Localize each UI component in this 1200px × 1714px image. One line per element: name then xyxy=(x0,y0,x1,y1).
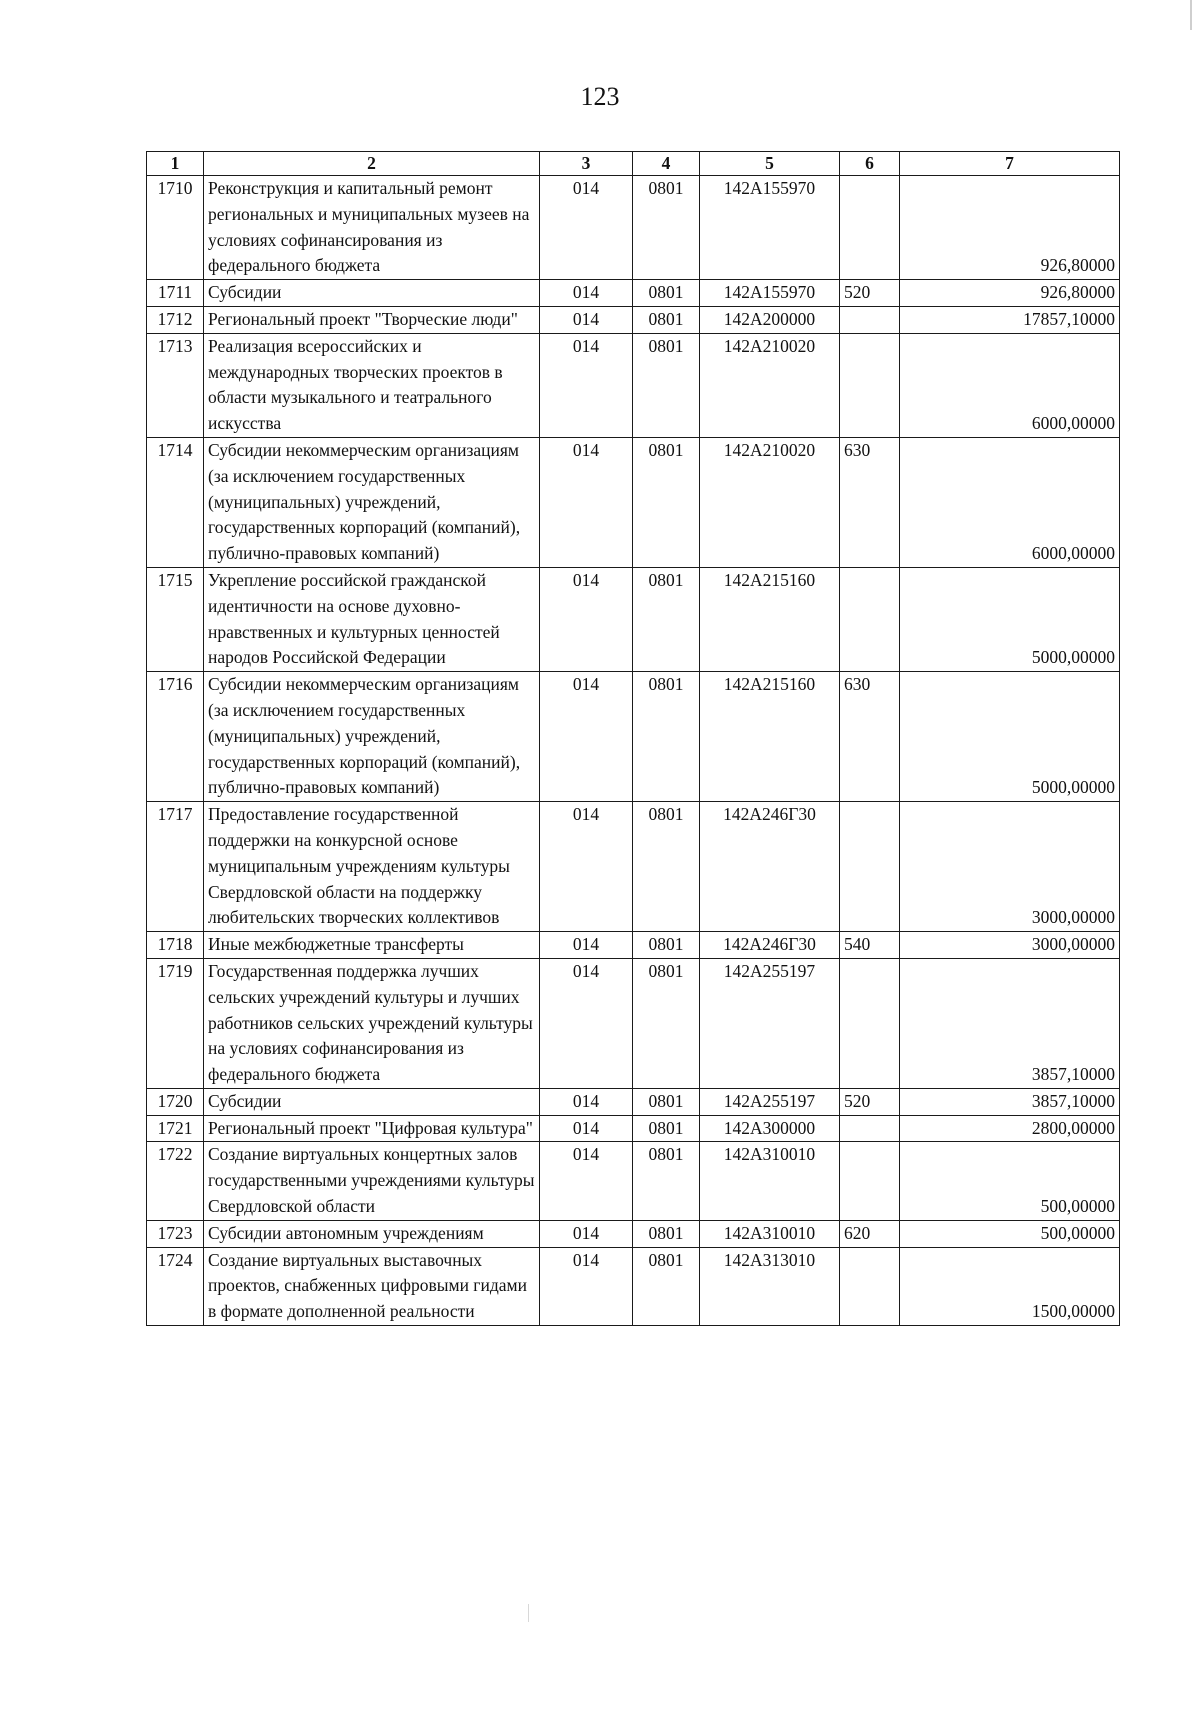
table-row xyxy=(147,1220,1120,1247)
row-target-article: 142A246Г30 xyxy=(700,932,840,959)
row-expense-type xyxy=(840,176,900,280)
table-row xyxy=(147,437,1120,567)
row-expense-type: 620 xyxy=(840,1220,900,1247)
row-number: 1716 xyxy=(147,672,204,802)
row-admin-code: 014 xyxy=(540,306,633,333)
row-expense-type xyxy=(840,306,900,333)
page-number: 123 xyxy=(580,82,620,111)
row-amount: 5000,00000 xyxy=(900,672,1120,802)
row-target-article: 142A215160 xyxy=(700,567,840,671)
row-amount: 17857,10000 xyxy=(900,306,1120,333)
table-row xyxy=(147,958,1120,1088)
header-col-6: 6 xyxy=(840,152,900,176)
row-section-code: 0801 xyxy=(633,958,700,1088)
row-name: Субсидии автономным учреждениям xyxy=(204,1220,540,1247)
row-amount: 3000,00000 xyxy=(900,802,1120,932)
row-admin-code: 014 xyxy=(540,802,633,932)
row-number: 1714 xyxy=(147,437,204,567)
row-amount: 926,80000 xyxy=(900,280,1120,307)
row-section-code: 0801 xyxy=(633,1247,700,1325)
row-number: 1720 xyxy=(147,1088,204,1115)
table-row xyxy=(147,280,1120,307)
row-name: Иные межбюджетные трансферты xyxy=(204,932,540,959)
table-row xyxy=(147,672,1120,802)
row-name: Субсидии xyxy=(204,1088,540,1115)
row-section-code: 0801 xyxy=(633,333,700,437)
table-row xyxy=(147,802,1120,932)
row-number: 1713 xyxy=(147,333,204,437)
header-row xyxy=(147,152,1120,176)
row-target-article: 142A255197 xyxy=(700,958,840,1088)
row-amount: 926,80000 xyxy=(900,176,1120,280)
row-name: Региональный проект "Цифровая культура" xyxy=(204,1115,540,1142)
row-section-code: 0801 xyxy=(633,567,700,671)
header-col-5: 5 xyxy=(700,152,840,176)
table-row xyxy=(147,333,1120,437)
row-section-code: 0801 xyxy=(633,306,700,333)
row-admin-code: 014 xyxy=(540,672,633,802)
header-col-3: 3 xyxy=(540,152,633,176)
table-row xyxy=(147,306,1120,333)
row-name: Субсидии xyxy=(204,280,540,307)
row-admin-code: 014 xyxy=(540,1142,633,1220)
row-target-article: 142A310010 xyxy=(700,1220,840,1247)
row-section-code: 0801 xyxy=(633,932,700,959)
row-section-code: 0801 xyxy=(633,802,700,932)
row-number: 1723 xyxy=(147,1220,204,1247)
table-row xyxy=(147,567,1120,671)
row-admin-code: 014 xyxy=(540,176,633,280)
row-target-article: 142A246Г30 xyxy=(700,802,840,932)
row-admin-code: 014 xyxy=(540,1088,633,1115)
row-expense-type xyxy=(840,1115,900,1142)
row-number: 1712 xyxy=(147,306,204,333)
row-expense-type: 540 xyxy=(840,932,900,959)
row-amount: 5000,00000 xyxy=(900,567,1120,671)
header-col-7: 7 xyxy=(900,152,1120,176)
row-admin-code: 014 xyxy=(540,958,633,1088)
row-name: Укрепление российской гражданской идентичности на основе духовно-нравственных и культурных ценностей народов Российской Федерации xyxy=(204,567,540,671)
row-target-article: 142A215160 xyxy=(700,672,840,802)
row-admin-code: 014 xyxy=(540,932,633,959)
row-amount: 500,00000 xyxy=(900,1220,1120,1247)
row-target-article: 142A255197 xyxy=(700,1088,840,1115)
row-number: 1717 xyxy=(147,802,204,932)
row-section-code: 0801 xyxy=(633,1142,700,1220)
row-admin-code: 014 xyxy=(540,567,633,671)
row-number: 1724 xyxy=(147,1247,204,1325)
row-name: Реализация всероссийских и международных творческих проектов в области музыкального и театрального искусства xyxy=(204,333,540,437)
row-number: 1718 xyxy=(147,932,204,959)
row-section-code: 0801 xyxy=(633,280,700,307)
row-expense-type: 630 xyxy=(840,437,900,567)
table-row xyxy=(147,1142,1120,1220)
row-name: Региональный проект "Творческие люди" xyxy=(204,306,540,333)
table-row xyxy=(147,1088,1120,1115)
row-name: Субсидии некоммерческим организациям (за исключением государственных (муниципальных) учреждений, государственных корпораций (компаний), публично-правовых компаний) xyxy=(204,437,540,567)
row-admin-code: 014 xyxy=(540,1115,633,1142)
row-number: 1722 xyxy=(147,1142,204,1220)
table-row xyxy=(147,1247,1120,1325)
row-amount: 6000,00000 xyxy=(900,333,1120,437)
row-admin-code: 014 xyxy=(540,333,633,437)
row-target-article: 142A210020 xyxy=(700,437,840,567)
row-number: 1715 xyxy=(147,567,204,671)
row-number: 1710 xyxy=(147,176,204,280)
row-expense-type xyxy=(840,1142,900,1220)
row-amount: 3857,10000 xyxy=(900,958,1120,1088)
scan-edge-mark xyxy=(1190,0,1192,30)
row-section-code: 0801 xyxy=(633,1220,700,1247)
row-section-code: 0801 xyxy=(633,437,700,567)
row-target-article: 142A155970 xyxy=(700,280,840,307)
row-section-code: 0801 xyxy=(633,672,700,802)
row-admin-code: 014 xyxy=(540,437,633,567)
row-amount: 2800,00000 xyxy=(900,1115,1120,1142)
row-target-article: 142A200000 xyxy=(700,306,840,333)
row-section-code: 0801 xyxy=(633,176,700,280)
row-name: Создание виртуальных выставочных проектов, снабженных цифровыми гидами в формате дополненной реальности xyxy=(204,1247,540,1325)
row-target-article: 142A300000 xyxy=(700,1115,840,1142)
row-amount: 1500,00000 xyxy=(900,1247,1120,1325)
table-row xyxy=(147,932,1120,959)
row-expense-type: 630 xyxy=(840,672,900,802)
row-expense-type xyxy=(840,802,900,932)
header-col-4: 4 xyxy=(633,152,700,176)
table-row xyxy=(147,1115,1120,1142)
row-expense-type xyxy=(840,1247,900,1325)
row-target-article: 142A155970 xyxy=(700,176,840,280)
row-expense-type: 520 xyxy=(840,280,900,307)
row-admin-code: 014 xyxy=(540,280,633,307)
row-admin-code: 014 xyxy=(540,1247,633,1325)
row-admin-code: 014 xyxy=(540,1220,633,1247)
header-col-2: 2 xyxy=(204,152,540,176)
row-number: 1721 xyxy=(147,1115,204,1142)
budget-table xyxy=(146,151,1120,1326)
row-expense-type xyxy=(840,567,900,671)
row-section-code: 0801 xyxy=(633,1088,700,1115)
row-expense-type: 520 xyxy=(840,1088,900,1115)
row-number: 1719 xyxy=(147,958,204,1088)
row-target-article: 142A313010 xyxy=(700,1247,840,1325)
row-name: Предоставление государственной поддержки на конкурсной основе муниципальным учреждениям культуры Свердловской области на поддержку любительских творческих коллективов xyxy=(204,802,540,932)
row-name: Субсидии некоммерческим организациям (за исключением государственных (муниципальных) учреждений, государственных корпораций (компаний), публично-правовых компаний) xyxy=(204,672,540,802)
row-name: Создание виртуальных концертных залов государственными учреждениями культуры Свердловской области xyxy=(204,1142,540,1220)
row-name: Реконструкция и капитальный ремонт региональных и муниципальных музеев на условиях софинансирования из федерального бюджета xyxy=(204,176,540,280)
row-amount: 6000,00000 xyxy=(900,437,1120,567)
row-name: Государственная поддержка лучших сельских учреждений культуры и лучших работников сельских учреждений культуры на условиях софинансирования из федерального бюджета xyxy=(204,958,540,1088)
row-target-article: 142A310010 xyxy=(700,1142,840,1220)
table-body xyxy=(147,176,1120,1326)
row-number: 1711 xyxy=(147,280,204,307)
row-amount: 500,00000 xyxy=(900,1142,1120,1220)
table-row xyxy=(147,176,1120,280)
header-col-1: 1 xyxy=(147,152,204,176)
row-target-article: 142A210020 xyxy=(700,333,840,437)
row-amount: 3000,00000 xyxy=(900,932,1120,959)
scan-speck xyxy=(528,1604,529,1622)
row-amount: 3857,10000 xyxy=(900,1088,1120,1115)
row-expense-type xyxy=(840,333,900,437)
row-expense-type xyxy=(840,958,900,1088)
row-section-code: 0801 xyxy=(633,1115,700,1142)
